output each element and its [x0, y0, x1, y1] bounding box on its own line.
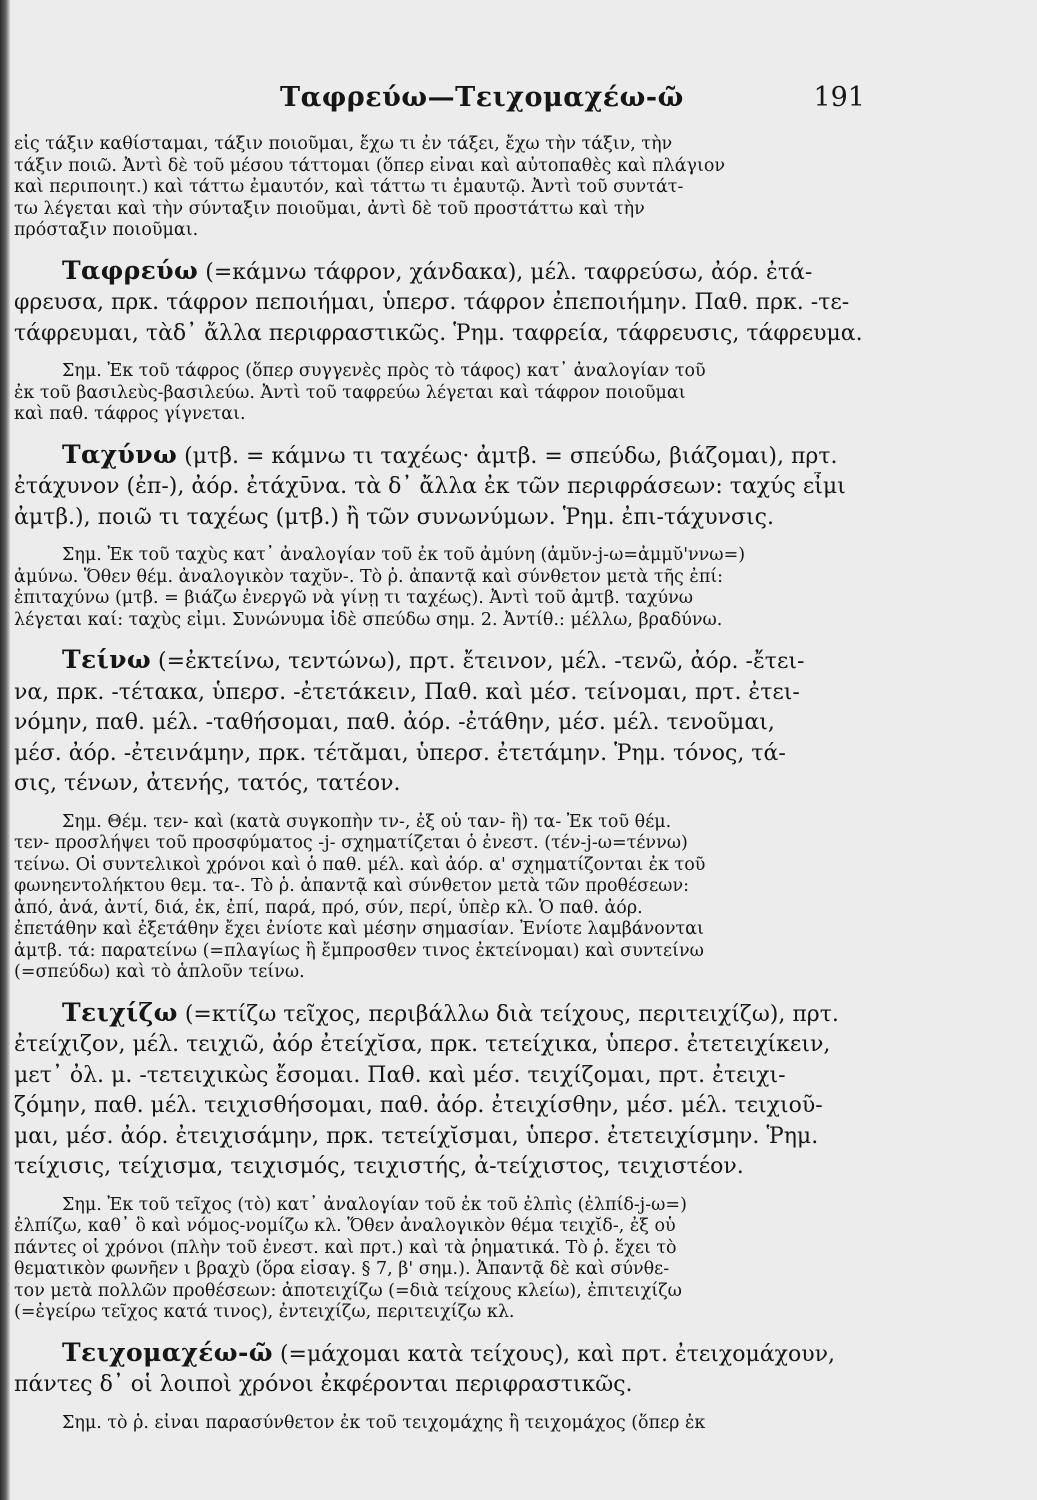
- text-line: τείνω. Οἱ συντελικοὶ χρόνοι καὶ ὁ παθ. μέλ. καὶ ἀόρ. α' σχηματίζονται ἐκ τοῦ: [14, 854, 706, 875]
- text-line: ἀμτβ. τά: παρατείνω (=πλαγίως ἢ ἔμπροσθεν τινος ἐκτείνομαι) καὶ συντείνω: [14, 940, 704, 961]
- text-line: (=κάμνω τάφρον, χάνδακα), μέλ. ταφρεύσω, ἀόρ. ἐτά-: [198, 259, 813, 285]
- text-line: ἐτείχιζον, μέλ. τειχιῶ, ἀόρ ἐτείχῐσα, πρκ. τετείχικα, ὑπερσ. ἐτετειχίκειν,: [14, 1032, 831, 1057]
- text-line: πάντες δ᾽ οἱ λοιποὶ χρόνοι ἐκφέρονται περιφραστικῶς.: [14, 1372, 633, 1397]
- headword: Τειχομαχέω-ῶ: [62, 1337, 273, 1367]
- dictionary-entry: [14, 256, 952, 350]
- headword: Ταχύνω: [62, 439, 178, 469]
- text-line: ἀμύνω. Ὅθεν θέμ. ἀναλογικὸν ταχῠν-. Τὸ ῥ. ἀπαντᾷ καὶ σύνθετον μετὰ τῆς ἐπί:: [14, 566, 724, 587]
- text-line: καὶ παθ. τάφρος γίγνεται.: [14, 404, 246, 424]
- text-line: τω λέγεται καὶ τὴν σύνταξιν ποιοῦμαι, ἀντὶ δὲ τοῦ προστάττω καὶ τὴν: [14, 198, 645, 219]
- text-line: λέγεται καί: ταχὺς εἰμι. Συνώνυμα ἰδὲ σπεύδω σημ. 2. Ἀντίθ.: μέλλω, βραδύνω.: [14, 609, 723, 630]
- text-line: (=ἐγείρω τεῖχος κατά τινος), ἐντειχίζω, περιτειχίζω κλ.: [14, 1302, 515, 1322]
- text-line: ἐπετάθην καὶ ἐξετάθην ἔχει ἐνίοτε καὶ μέσην σημασίαν. Ἐνίοτε λαμβάνονται: [14, 919, 704, 939]
- running-title: Ταφρεύω—Τειχομαχέω-ῶ: [280, 82, 684, 113]
- headword: Τειχίζω: [62, 997, 178, 1027]
- text-line: ἐλπίζω, καθ᾽ ὃ καὶ νόμος-νομίζω κλ. Ὅθεν ἀναλογικὸν θέμα τειχῐδ-, ἐξ οὗ: [14, 1216, 676, 1236]
- text-line: τάφρευμαι, τὰδ᾽ ἄλλα περιφραστικῶς. Ῥημ. ταφρεία, τάφρευσις, τάφρευμα.: [14, 320, 863, 346]
- note-paragraph: [14, 1413, 952, 1435]
- text-line: (=κτίζω τεῖχος, περιβάλλω διὰ τείχους, περιτειχίζω), πρτ.: [177, 1001, 839, 1027]
- text-line: τάξιν ποιῶ. Ἀντὶ δὲ τοῦ μέσου τάττομαι (ὅπερ εἶναι καὶ αὐτοπαθὲς καὶ πλάγιον: [14, 155, 726, 176]
- entry-first-line: [14, 256, 952, 289]
- note-paragraph: [14, 545, 952, 631]
- text-line: (=μάχομαι κατὰ τείχους), καὶ πρτ. ἐτειχομάχουν,: [272, 1341, 835, 1367]
- entry-first-line: [14, 440, 952, 473]
- text-line: εἰς τάξιν καθίσταμαι, τάξιν ποιοῦμαι, ἔχω τι ἐν τάξει, ἔχω τὴν τάξιν, τὴν: [14, 134, 673, 154]
- entry-first-line: [14, 645, 952, 678]
- page-binding-edge: [0, 0, 10, 1500]
- text-line: τεν- προσλήψει τοῦ προσφύματος -j- σχηματίζεται ὁ ἐνεστ. (τέν-j-ω=τέννω): [14, 833, 688, 853]
- page-body: [14, 132, 952, 1448]
- text-line: πρόσταξιν ποιοῦμαι.: [14, 220, 199, 240]
- entry-first-line: [14, 1338, 952, 1371]
- note-paragraph: [14, 812, 952, 984]
- text-line: μετ᾽ ὀλ. μ. -τετειχικὼς ἔσομαι. Παθ. καὶ μέσ. τειχίζομαι, πρτ. ἐτειχι-: [14, 1062, 786, 1088]
- note-paragraph: [14, 1195, 952, 1324]
- page-header: [0, 78, 1037, 118]
- text-line: φωνηεντολήκτου θεμ. τα-. Τὸ ῥ. ἀπαντᾷ καὶ σύνθετον μετὰ τῶν προθέσεων:: [14, 876, 689, 896]
- text-line: καὶ περιποιητ.) καὶ τάττω ἐμαυτόν, καὶ τάττω τι ἐμαυτῷ. Ἀντὶ τοῦ συντάτ-: [14, 177, 684, 197]
- note-paragraph: [14, 361, 952, 426]
- text-line: Σημ. Ἐκ τοῦ ταχὺς κατ᾽ ἀναλογίαν τοῦ ἐκ τοῦ ἀμύνη (ἀμῠν-j-ω=ἀμμῠ'ννω=): [62, 545, 746, 565]
- text-line: να, πρκ. -τέτακα, ὑπερσ. -ἐτετάκειν, Παθ. καὶ μέσ. τείνομαι, πρτ. ἐτει-: [14, 679, 800, 705]
- text-line: σις, τένων, ἀτενής, τατός, τατέον.: [14, 771, 401, 796]
- text-line: (μτβ. = κάμνω τι ταχέως· ἀμτβ. = σπεύδω, βιάζομαι), πρτ.: [177, 443, 838, 469]
- note-paragraph: [14, 134, 952, 242]
- text-line: ἐκ τοῦ βασιλεὺς-βασιλεύω. Ἀντὶ τοῦ ταφρεύω λέγεται καὶ τάφρον ποιοῦμαι: [14, 382, 686, 403]
- text-line: νόμην, παθ. μέλ. -ταθήσομαι, παθ. ἀόρ. -ἐτάθην, μέσ. μέλ. τενοῦμαι,: [14, 710, 775, 735]
- text-line: (=σπεύδω) καὶ τὸ ἁπλοῦν τείνω.: [14, 962, 305, 982]
- text-line: Σημ. Θέμ. τεν- καὶ (κατὰ συγκοπὴν τν-, ἐξ οὗ ταν- ἢ) τα- Ἐκ τοῦ θέμ.: [62, 811, 672, 832]
- text-line: Σημ. Ἐκ τοῦ τεῖχος (τὸ) κατ᾽ ἀναλογίαν τοῦ ἐκ τοῦ ἐλπὶς (ἐλπίδ-j-ω=): [62, 1194, 687, 1215]
- headword: Ταφρεύω: [62, 255, 199, 285]
- headword: Τείνω: [62, 645, 152, 674]
- text-line: μαι, μέσ. ἀόρ. ἐτειχισάμην, πρκ. τετείχῐσμαι, ὑπερσ. ἐτετειχίσμην. Ῥημ.: [14, 1123, 819, 1149]
- text-line: τείχισις, τείχισμα, τειχισμός, τειχιστής, ἀ-τείχιστος, τειχιστέον.: [14, 1154, 744, 1179]
- text-line: φρευσα, πρκ. τάφρον πεποιήμαι, ὑπερσ. τάφρον ἐπεποιήμην. Παθ. πρκ. -τε-: [14, 290, 850, 315]
- text-line: Σημ. Ἐκ τοῦ τάφρος (ὅπερ συγγενὲς πρὸς τὸ τάφος) κατ᾽ ἀναλογίαν τοῦ: [62, 361, 706, 381]
- entry-first-line: [14, 998, 952, 1031]
- dictionary-entry: [14, 1338, 952, 1401]
- text-line: πάντες οἱ χρόνοι (πλὴν τοῦ ἐνεστ. καὶ πρτ.) καὶ τὰ ῥηματικά. Τὸ ῥ. ἔχει τὸ: [14, 1237, 677, 1258]
- text-line: θεματικὸν φωνῆεν ι βραχὺ (ὅρα εἰσαγ. § 7, β' σημ.). Ἀπαντᾷ δὲ καὶ σύνθε-: [14, 1259, 670, 1279]
- text-line: (=ἐκτείνω, τεντώνω), πρτ. ἔτεινον, μέλ. -τενῶ, ἀόρ. -ἔτει-: [151, 649, 805, 674]
- text-line: Σημ. τὸ ῥ. εἶναι παρασύνθετον ἐκ τοῦ τειχομάχης ἢ τειχομάχος (ὅπερ ἐκ: [62, 1412, 706, 1433]
- dictionary-entry: [14, 998, 952, 1183]
- text-line: ἀπό, ἀνά, ἀντί, διά, ἐκ, ἐπί, παρά, πρό, σύν, περί, ὑπὲρ κλ. Ὁ παθ. ἀόρ.: [14, 897, 643, 918]
- text-line: ἐτάχυνον (ἐπ-), ἀόρ. ἐτάχῡνα. τὰ δ᾽ ἄλλα ἐκ τῶν περιφράσεων: ταχύς εἶμι: [14, 474, 846, 499]
- text-line: ἐπιταχύνω (μτβ. = βιάζω ἐνεργῶ νὰ γίνῃ τι ταχέως). Ἀντὶ τοῦ ἀμτβ. ταχύνω: [14, 588, 693, 608]
- dictionary-entry: [14, 440, 952, 534]
- text-line: ἀμτβ.), ποιῶ τι ταχέως (μτβ.) ἢ τῶν συνωνύμων. Ῥημ. ἐπι-τάχυνσις.: [14, 504, 774, 530]
- text-line: μέσ. ἀόρ. -ἐτεινάμην, πρκ. τέτᾰμαι, ὑπερσ. ἐτετάμην. Ῥημ. τόνος, τά-: [14, 740, 786, 766]
- text-line: τον μετὰ πολλῶν προθέσεων: ἀποτειχίζω (=διὰ τείχους κλείω), ἐπιτειχίζω: [14, 1280, 682, 1301]
- dictionary-entry: [14, 645, 952, 800]
- page-number: 191: [813, 82, 865, 113]
- text-line: ζόμην, παθ. μέλ. τειχισθήσομαι, παθ. ἀόρ. ἐτειχίσθην, μέσ. μέλ. τειχιοῦ-: [14, 1093, 823, 1118]
